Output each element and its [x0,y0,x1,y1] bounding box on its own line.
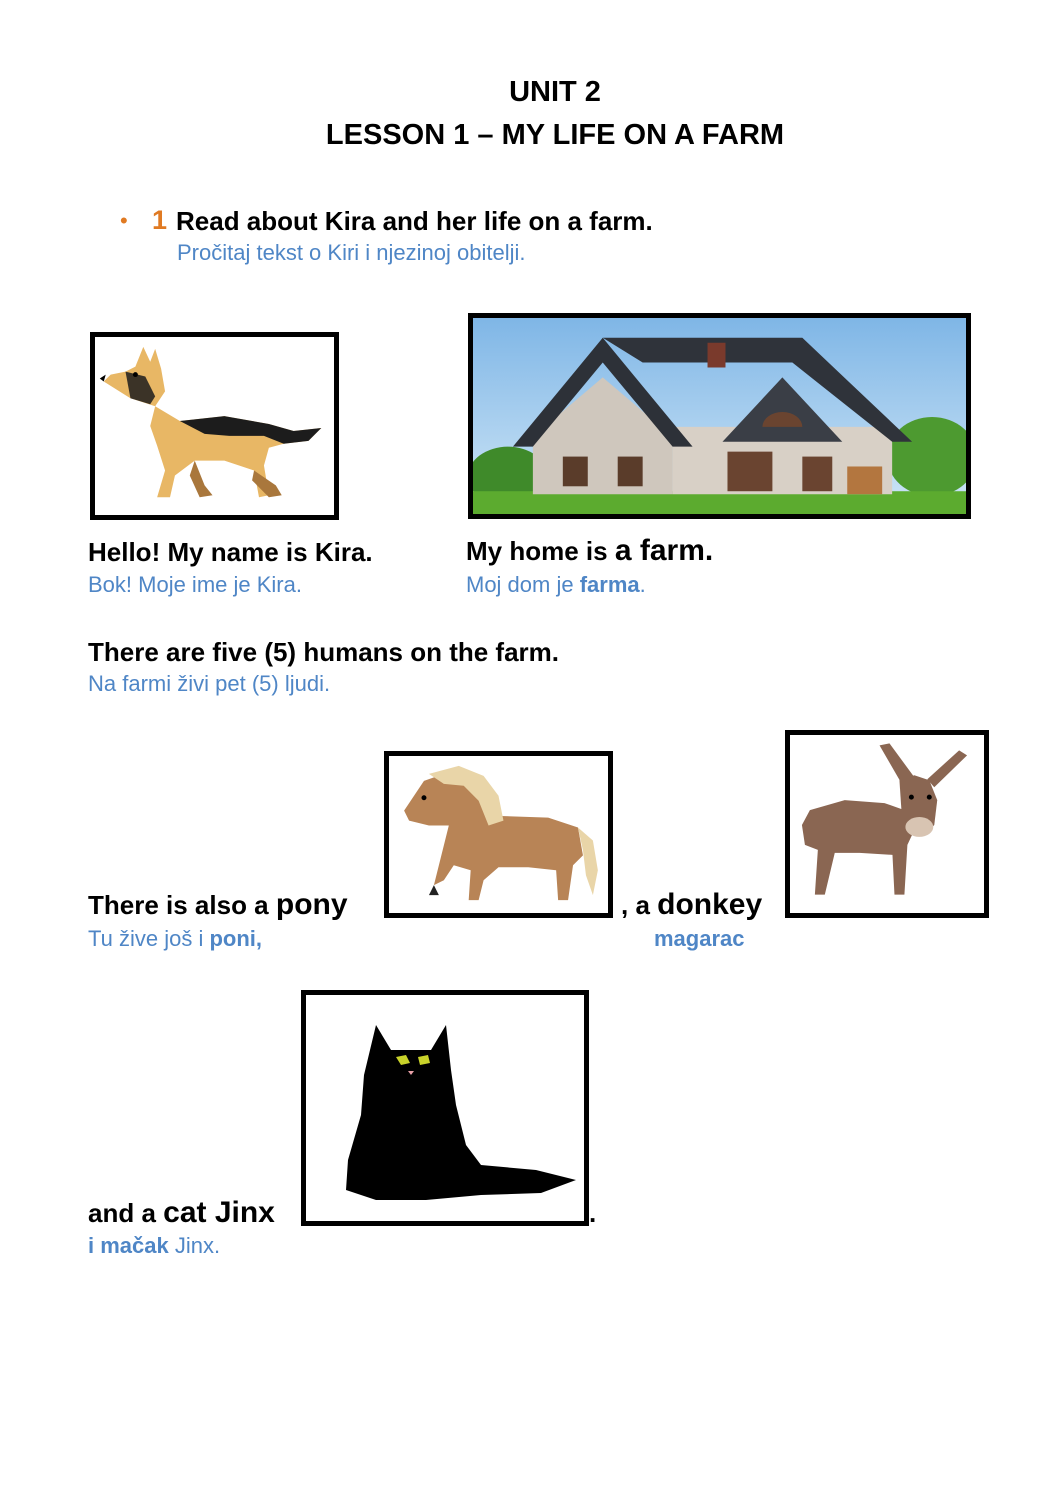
dog-icon [95,337,334,515]
cat-translation [88,1233,220,1259]
donkey-translation [654,926,745,952]
cat-jinx-word: cat Jinx [163,1196,275,1229]
cat-sentence [88,1196,275,1230]
pony-picture [384,751,613,918]
home-sentence [466,534,713,568]
animals-comma: , a [621,890,658,920]
task-translation: Pročitaj tekst o Kiri i njezinoj obitelji. [177,240,526,265]
animals-sentence-middle [621,888,762,922]
pony-translation: poni, [209,926,262,951]
animals-translation [88,926,262,952]
pony-icon [389,756,608,913]
farm-house-picture [468,313,971,519]
cat-translation-macak: i mačak [88,1233,169,1258]
dog-picture [90,332,339,520]
cat-sentence-prefix: and a [88,1198,164,1228]
donkey-translation-word: magarac [654,926,745,951]
kira-greeting-translation: Bok! Moje ime je Kira. [88,572,302,597]
humans-translation: Na farmi živi pet (5) ljudi. [88,671,331,696]
kira-greeting: Hello! My name is Kira. [88,537,373,567]
pony-word: pony [275,888,348,921]
donkey-icon [790,735,984,913]
cat-sentence-end: . [589,1198,597,1228]
task-instruction: Read about Kira and her life on a farm. [176,206,653,236]
animals-sentence-start [88,888,348,922]
house-icon [473,318,966,514]
donkey-picture [785,730,989,918]
home-translation-farma: farma [579,572,640,597]
cat-icon [306,995,584,1221]
cat-translation-jinx: Jinx. [168,1233,221,1258]
home-farm-word: a farm. [614,534,714,567]
animals-translation-prefix: Tu žive još i [88,926,210,951]
cat-picture [301,990,589,1226]
animals-sentence-prefix: There is also a [88,890,276,920]
home-translation-end: . [639,572,646,597]
lesson-title: LESSON 1 – MY LIFE ON A FARM [325,119,785,151]
humans-sentence: There are five (5) humans on the farm. [88,637,560,667]
donkey-word: donkey [657,888,763,921]
home-translation [466,572,646,598]
unit-title: UNIT 2 [509,76,601,108]
task-number: 1 [152,205,168,235]
bullet-icon: • [120,208,128,233]
home-translation-start: Moj dom je [466,572,580,597]
home-sentence-start: My home is [466,536,615,566]
